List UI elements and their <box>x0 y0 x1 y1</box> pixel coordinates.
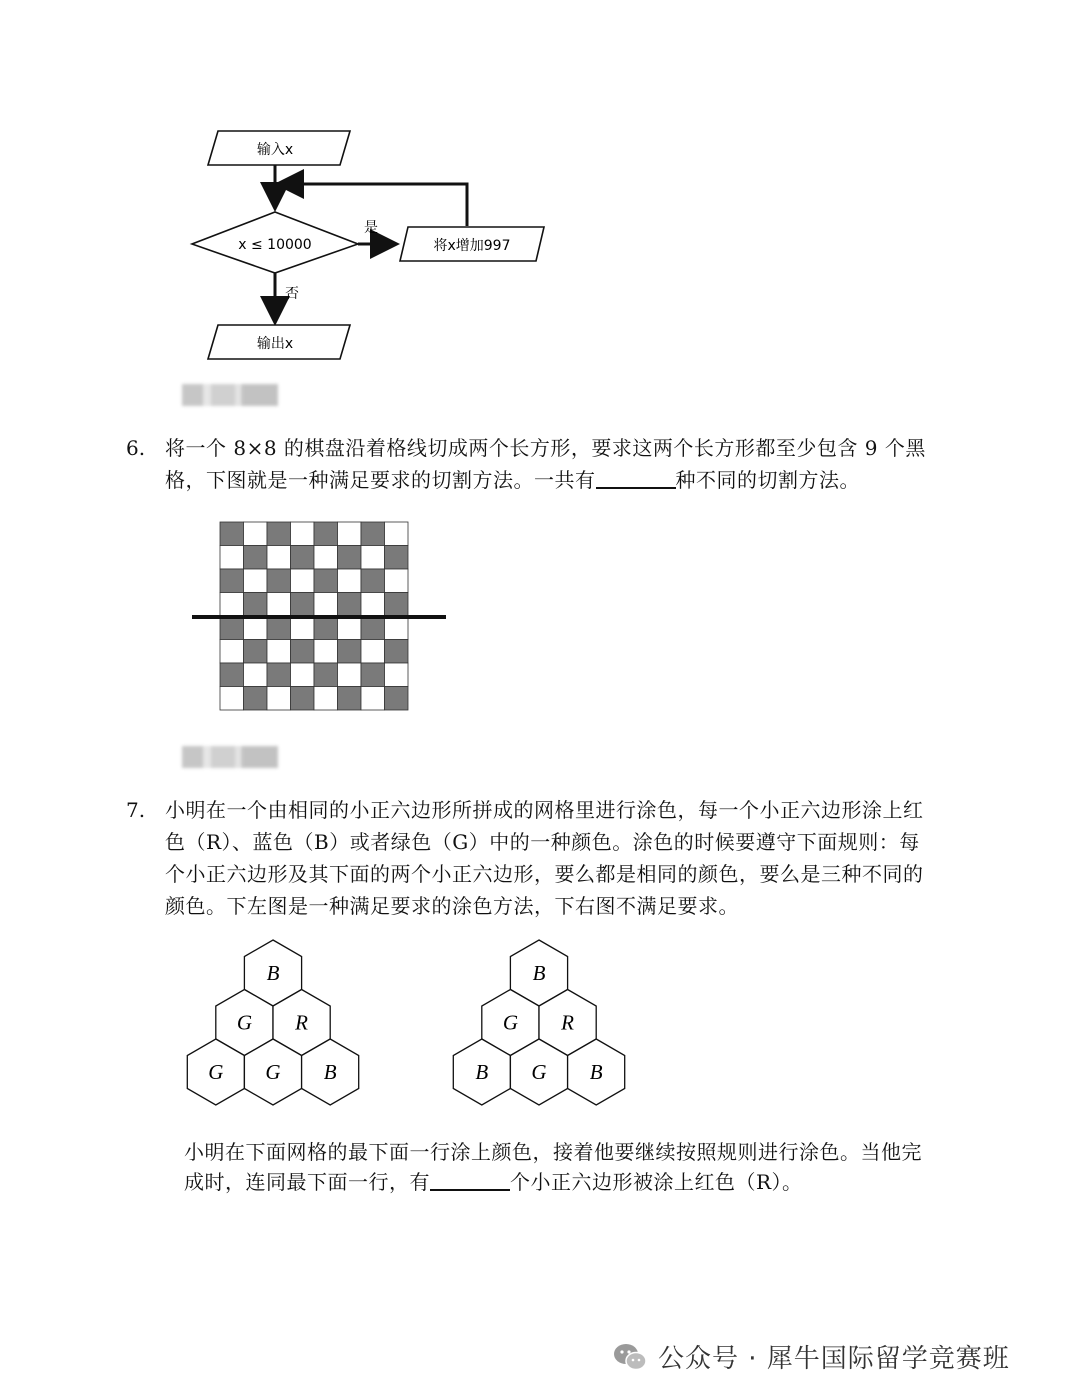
hexagon-letter: G <box>236 1010 253 1035</box>
question-6-line-2 <box>165 464 860 496</box>
board-square <box>361 593 385 617</box>
board-square <box>314 546 338 570</box>
board-square <box>267 522 291 546</box>
question-7-line-3: 个小正六边形及其下面的两个小正六边形，要么都是相同的颜色，要么是三种不同的 <box>165 862 924 886</box>
board-square <box>244 522 268 546</box>
no-label: 否 <box>285 286 299 302</box>
board-square <box>291 569 315 593</box>
hexagon-letter: R <box>561 1010 574 1035</box>
board-square <box>267 616 291 640</box>
condition-label: x ≤ 10000 <box>238 237 312 253</box>
hexagon-letter: B <box>323 1060 337 1084</box>
hexagon-letter: B <box>266 961 280 985</box>
board-square <box>220 640 244 664</box>
board-square <box>385 569 409 593</box>
output-label: 输出x <box>256 336 294 352</box>
board-square <box>220 569 244 593</box>
board-square <box>291 522 315 546</box>
wechat-icon <box>612 1342 648 1372</box>
board-square <box>385 616 409 640</box>
board-square <box>244 663 268 687</box>
hexagon-letter: B <box>475 1060 489 1084</box>
board-square <box>338 522 362 546</box>
board-square <box>314 687 338 711</box>
board-square <box>244 546 268 570</box>
board-square <box>338 616 362 640</box>
board-square <box>267 593 291 617</box>
board-square <box>385 546 409 570</box>
board-square <box>338 640 362 664</box>
board-square <box>361 522 385 546</box>
question-7-line-6 <box>184 1166 803 1198</box>
board-square <box>314 522 338 546</box>
board-square <box>385 522 409 546</box>
board-square <box>338 569 362 593</box>
board-square <box>361 546 385 570</box>
board-square <box>220 593 244 617</box>
board-square <box>244 616 268 640</box>
hexagon-letter: G <box>502 1010 519 1035</box>
board-square <box>385 663 409 687</box>
board-square <box>220 663 244 687</box>
board-square <box>314 640 338 664</box>
board-square <box>220 687 244 711</box>
board-square <box>314 663 338 687</box>
board-square <box>314 616 338 640</box>
board-square <box>361 640 385 664</box>
question-7-line-4: 颜色。下左图是一种满足要求的涂色方法，下右图不满足要求。 <box>165 894 739 918</box>
hexagon-letter: B <box>589 1060 603 1084</box>
hexagon-letter: G <box>265 1060 281 1084</box>
board-square <box>338 687 362 711</box>
flowchart <box>180 120 560 370</box>
board-square <box>291 593 315 617</box>
watermark-text: 公众号 · 犀牛国际留学竞赛班 <box>658 1344 1010 1374</box>
hex-figure-left <box>180 938 370 1118</box>
board-square <box>291 663 315 687</box>
board-square <box>385 593 409 617</box>
board-square <box>291 546 315 570</box>
question-6-line-1: 将一个 8×8 的棋盘沿着格线切成两个长方形，要求这两个长方形都至少包含 9 个黑 <box>165 436 926 460</box>
board-square <box>291 687 315 711</box>
board-square <box>361 616 385 640</box>
board-square <box>220 522 244 546</box>
watermark <box>612 1338 1010 1375</box>
hexagon-letter: G <box>208 1060 224 1084</box>
board-square <box>314 593 338 617</box>
board-square <box>291 640 315 664</box>
board-square <box>385 687 409 711</box>
blurred-label <box>182 384 278 406</box>
question-7-line-1: 小明在一个由相同的小正六边形所拼成的网格里进行涂色，每一个小正六边形涂上红 <box>165 798 924 822</box>
question-6-line-2-start: 格，下图就是一种满足要求的切割方法。一共有 <box>165 468 596 492</box>
chessboard-figure <box>190 518 450 718</box>
question-7-line-6-start: 成时，连同最下面一行，有 <box>184 1170 430 1194</box>
hexagon-letter: G <box>531 1060 547 1084</box>
question-7-line-6-end: 个小正六边形被涂上红色（R）。 <box>510 1170 803 1194</box>
board-square <box>244 687 268 711</box>
board-square <box>267 569 291 593</box>
board-square <box>267 546 291 570</box>
board-square <box>244 569 268 593</box>
board-square <box>291 616 315 640</box>
process-label: 将x增加997 <box>433 238 511 254</box>
board-square <box>361 687 385 711</box>
input-label: 输入x <box>256 142 294 158</box>
board-square <box>314 569 338 593</box>
question-6-number: 6. <box>126 436 146 460</box>
board-square <box>267 640 291 664</box>
question-7-line-2: 色（R）、蓝色（B）或者绿色（G）中的一种颜色。涂色的时候要遵守下面规则：每 <box>165 830 920 854</box>
board-square <box>338 546 362 570</box>
board-square <box>267 663 291 687</box>
board-square <box>338 593 362 617</box>
answer-blank[interactable] <box>596 465 676 489</box>
board-square <box>361 569 385 593</box>
hexagon-letter: B <box>532 961 546 985</box>
hex-figure-right <box>446 938 636 1118</box>
board-square <box>338 663 362 687</box>
board-square <box>361 663 385 687</box>
yes-label: 是 <box>364 220 378 236</box>
board-square <box>244 640 268 664</box>
hexagon-letter: R <box>295 1010 308 1035</box>
board-square <box>267 687 291 711</box>
board-square <box>220 616 244 640</box>
board-square <box>244 593 268 617</box>
question-7-number: 7. <box>126 798 146 822</box>
question-7-line-5: 小明在下面网格的最下面一行涂上颜色，接着他要继续按照规则进行涂色。当他完 <box>184 1140 922 1164</box>
board-square <box>220 546 244 570</box>
question-6-line-2-end: 种不同的切割方法。 <box>675 468 860 492</box>
board-square <box>385 640 409 664</box>
answer-blank[interactable] <box>430 1167 510 1191</box>
blurred-label <box>182 746 278 768</box>
